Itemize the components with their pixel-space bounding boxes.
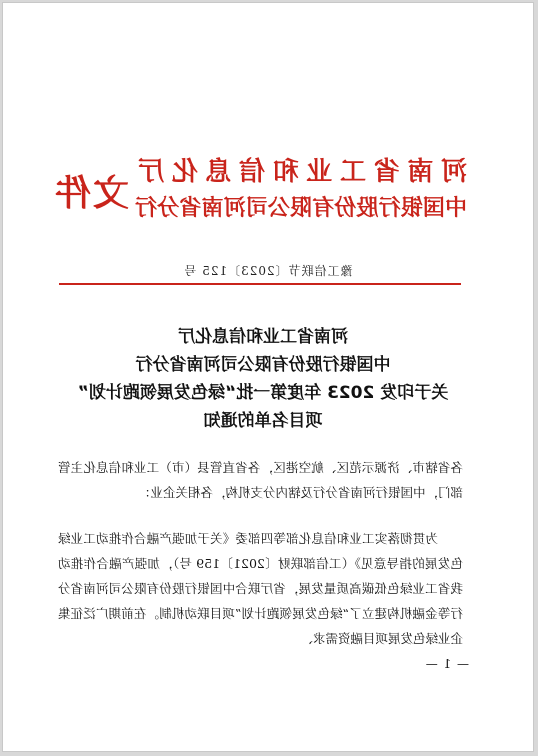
document-page bbox=[2, 2, 534, 752]
body-paragraph: 为贯彻落实工业和信息化部等四部委《关于加强产融合作推动工业绿色发展的指导意见》（工信部联财〔2021〕159 号），加强产融合作推动我省工业绿色低碳高质量发展，省厅联合中国银行股份有限公司河南省分行等金融机构建立了“绿色发展领跑计划”项目联动机制。在前期广泛征集企业绿色发展项目融资需求、 bbox=[58, 531, 463, 646]
mirrored-content bbox=[3, 3, 533, 751]
red-header bbox=[47, 141, 467, 227]
addressee-paragraph: 各省辖市、济源示范区、航空港区，各省直管县（市）工业和信息化主管部门，中国银行河南省分行及辖内分支机构，各相关企业： bbox=[58, 460, 463, 500]
title-line-3: 关于印发 2023 年度第一批“绿色发展领跑计划” bbox=[77, 383, 449, 403]
issuer-line-1: 河南省工业和信息化厅 bbox=[135, 157, 467, 187]
document-word: 文件 bbox=[52, 173, 129, 214]
page-number: — 1 — bbox=[424, 657, 469, 671]
document-number: 豫工信联节〔2023〕125 号 bbox=[183, 264, 353, 278]
title-line-2: 中国银行股份有限公司河南省分行 bbox=[135, 355, 391, 375]
title-line-1: 河南省工业和信息化厅 bbox=[178, 327, 348, 347]
issuer-line-2: 中国银行股份有限公司河南省分行 bbox=[135, 196, 467, 221]
title-line-4: 项目名单的通知 bbox=[203, 411, 323, 431]
red-divider bbox=[59, 283, 461, 285]
document-title bbox=[73, 323, 453, 435]
